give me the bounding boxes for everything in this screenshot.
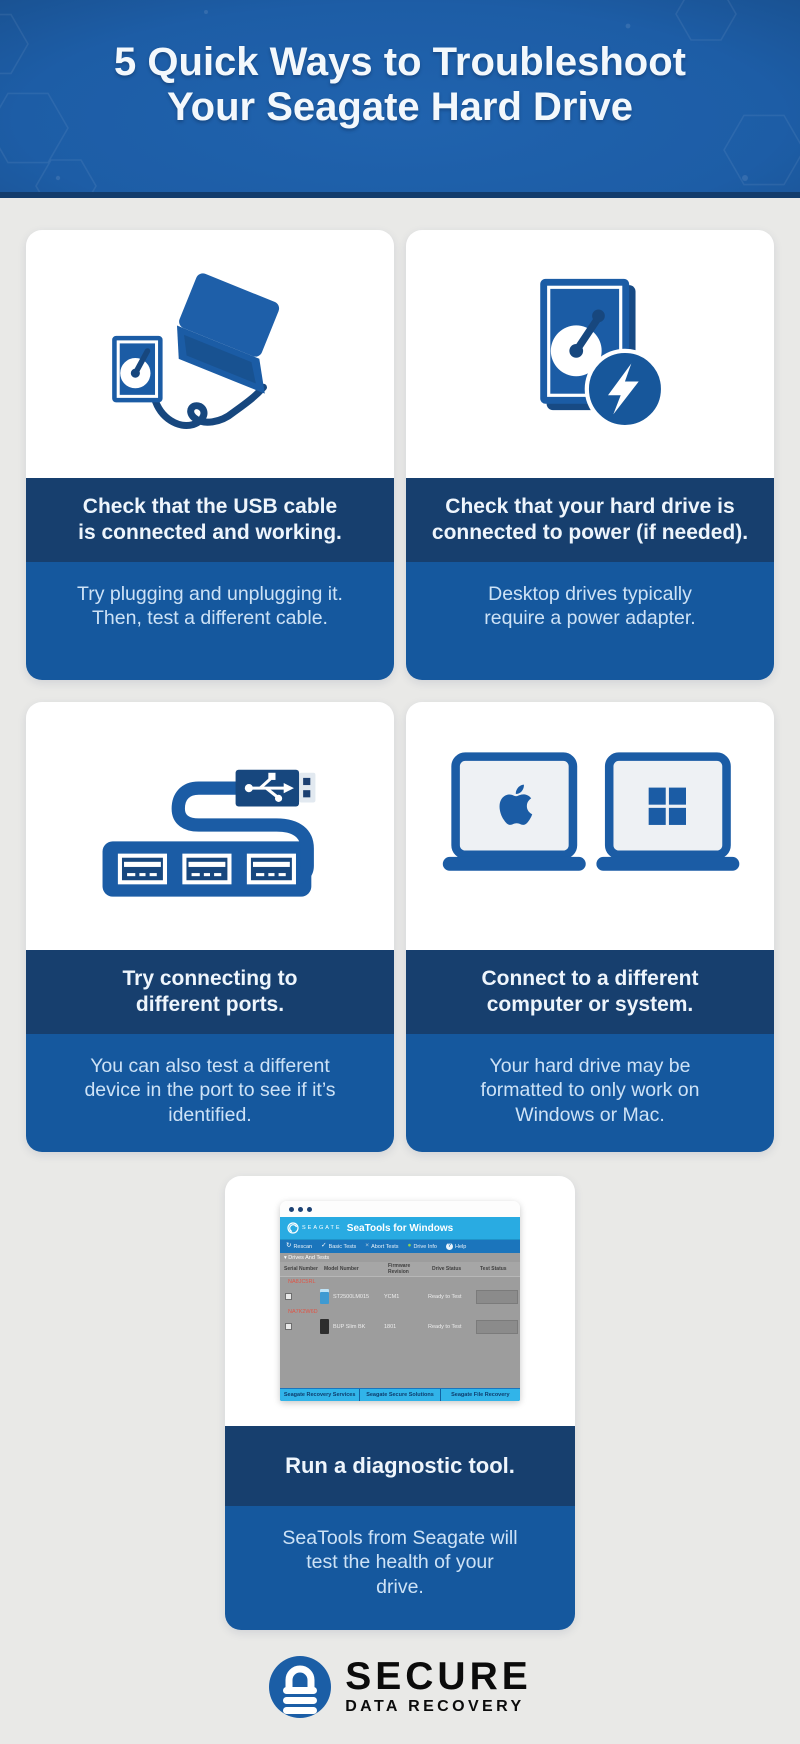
card3-title-bar: [26, 950, 394, 1034]
footer-brand-text: [345, 1654, 532, 1716]
card5-title: Run a diagnostic tool.: [285, 1453, 515, 1479]
seatools-bottom-bar: [280, 1388, 520, 1401]
card3-icon-area: [26, 702, 394, 950]
tip-card-diagnostic: [225, 1176, 575, 1630]
card3-description: You can also test a different device in the port to see if it’s identified.: [84, 1055, 336, 1126]
card1-description-panel: [26, 562, 394, 680]
drive-tree-label: ▾ Drives And Tests: [284, 1255, 330, 1261]
drive2-firmware: 1801: [384, 1323, 397, 1330]
page-title-line1: 5 Quick Ways to Troubleshoot: [114, 40, 686, 84]
black-drive-thumb-icon: [320, 1319, 329, 1334]
toolbar-help-button: ? Help: [447, 1243, 467, 1250]
card1-icon-area: [26, 230, 394, 478]
card5-title-bar: [225, 1426, 575, 1506]
tree-expander-icon: ▾: [284, 1255, 287, 1261]
drive2-status: Ready to Test: [428, 1323, 462, 1330]
usb-ports: [118, 854, 296, 885]
card1-description: Try plugging and unplugging it. Then, test a different cable.: [77, 583, 343, 630]
window-dot-icon: [289, 1207, 294, 1212]
drive-table-header: [280, 1262, 520, 1277]
drive1-serial-number: NA8JC5RL: [288, 1279, 316, 1285]
portable-drive-thumb-icon: [320, 1289, 329, 1304]
drive1-test-status-bar: [476, 1290, 518, 1304]
drive2-checkbox: [285, 1323, 292, 1330]
drive-table-row: [280, 1286, 520, 1307]
seagate-logo-icon: [287, 1222, 299, 1234]
card4-icon-area: [406, 702, 774, 950]
seagate-brand: [287, 1222, 342, 1234]
tip-card-usb-cable: [26, 230, 394, 680]
windows-laptop-icon: [596, 757, 739, 871]
window-dot-icon: [307, 1207, 312, 1212]
drive1-firmware: YCM1: [384, 1293, 400, 1300]
seagate-secure-solutions-button: Seagate Secure Solutions: [360, 1389, 440, 1401]
drive1-status: Ready to Test: [428, 1293, 462, 1300]
card2-title: Check that your hard drive is connected to power (if needed).: [431, 494, 749, 544]
seatools-window: [280, 1201, 520, 1401]
window-dot-icon: [298, 1207, 303, 1212]
page-title-line2: Your Seagate Hard Drive: [166, 84, 634, 129]
seagate-recovery-services-button: Seagate Recovery Services: [280, 1389, 360, 1401]
abort-tests-icon: ×: [365, 1242, 370, 1250]
footer-brand: [0, 1630, 800, 1744]
tip-card-power: [406, 230, 774, 680]
drive1-model: ST2500LM015: [333, 1293, 370, 1300]
laptop-icon: [166, 271, 298, 393]
card5-description: SeaTools from Seagate will test the health of your drive.: [282, 1527, 518, 1598]
card4-title-bar: [406, 950, 774, 1034]
portable-drive-icon: [112, 336, 162, 403]
toolbar-abort-tests-button: × Abort Tests: [365, 1242, 399, 1250]
toolbar-basic-tests-button: ✓ Basic Tests: [321, 1242, 357, 1250]
card2-description: Desktop drives typically require a power adapter.: [484, 583, 696, 630]
header-banner: [0, 0, 800, 198]
tip-card-ports: [26, 702, 394, 1152]
usb-plug-icon: [236, 770, 316, 807]
help-icon: ?: [447, 1243, 452, 1249]
power-badge-icon: [587, 351, 663, 427]
card2-icon-area: [406, 230, 774, 478]
tip-card-computer: [406, 702, 774, 1152]
seatools-toolbar: [280, 1240, 520, 1253]
toolbar-rescan-button: ↻ Rescan: [286, 1242, 313, 1250]
card1-title: Check that the USB cable is connected and working.: [78, 494, 342, 544]
mac-windows-laptops-icon: [440, 746, 740, 906]
column-drive-status: Drive Status: [432, 1266, 462, 1272]
page-title: [0, 0, 800, 130]
card4-description-panel: [406, 1034, 774, 1152]
brand-tagline: DATA RECOVERY: [345, 1698, 525, 1716]
drive2-serial-number: NA7K2W6D: [288, 1309, 318, 1315]
card3-description-panel: [26, 1034, 394, 1152]
drive2-model: BUP Slim BK: [333, 1323, 366, 1330]
tips-grid: [0, 198, 800, 1152]
drive1-checkbox: [285, 1293, 292, 1300]
secure-data-recovery-lock-icon: [268, 1655, 332, 1719]
seatools-window-chrome: [280, 1201, 520, 1217]
drive-table-row: [280, 1316, 520, 1337]
card4-description: Your hard drive may be formatted to only work on Windows or Mac.: [480, 1055, 700, 1126]
laptop-usb-drive-icon: [94, 269, 326, 439]
seagate-file-recovery-button: Seagate File Recovery: [441, 1389, 520, 1401]
drive-info-icon: ●: [407, 1242, 412, 1250]
seatools-window-title: SeaTools for Windows: [346, 1222, 454, 1234]
usb-hub-icon: [82, 739, 338, 913]
card2-description-panel: [406, 562, 774, 680]
mac-laptop-icon: [443, 757, 586, 871]
brand-name: SECURE: [345, 1654, 532, 1698]
column-model-number: Model Number: [324, 1266, 359, 1272]
column-test-status: Test Status: [480, 1266, 507, 1272]
rescan-icon: ↻: [286, 1242, 292, 1250]
card2-title-bar: [406, 478, 774, 562]
toolbar-drive-info-button: ● Drive Info: [407, 1242, 437, 1250]
hard-drive-power-icon: [500, 264, 680, 444]
card4-title: Connect to a different computer or system.: [481, 966, 699, 1016]
card3-title: Try connecting to different ports.: [122, 966, 298, 1016]
basic-tests-icon: ✓: [321, 1242, 327, 1250]
drive2-test-status-bar: [476, 1320, 518, 1334]
seatools-title-bar: [280, 1217, 520, 1240]
card5-description-panel: [225, 1506, 575, 1630]
column-serial-number: Serial Number: [284, 1266, 318, 1272]
seatools-drive-list: [280, 1253, 520, 1388]
card5-icon-area: [225, 1176, 575, 1426]
card1-title-bar: [26, 478, 394, 562]
usb-cable-curve: [155, 387, 264, 425]
column-firmware-revision: Firmware Revision: [388, 1263, 411, 1275]
seagate-brand-text: SEAGATE: [302, 1225, 342, 1231]
